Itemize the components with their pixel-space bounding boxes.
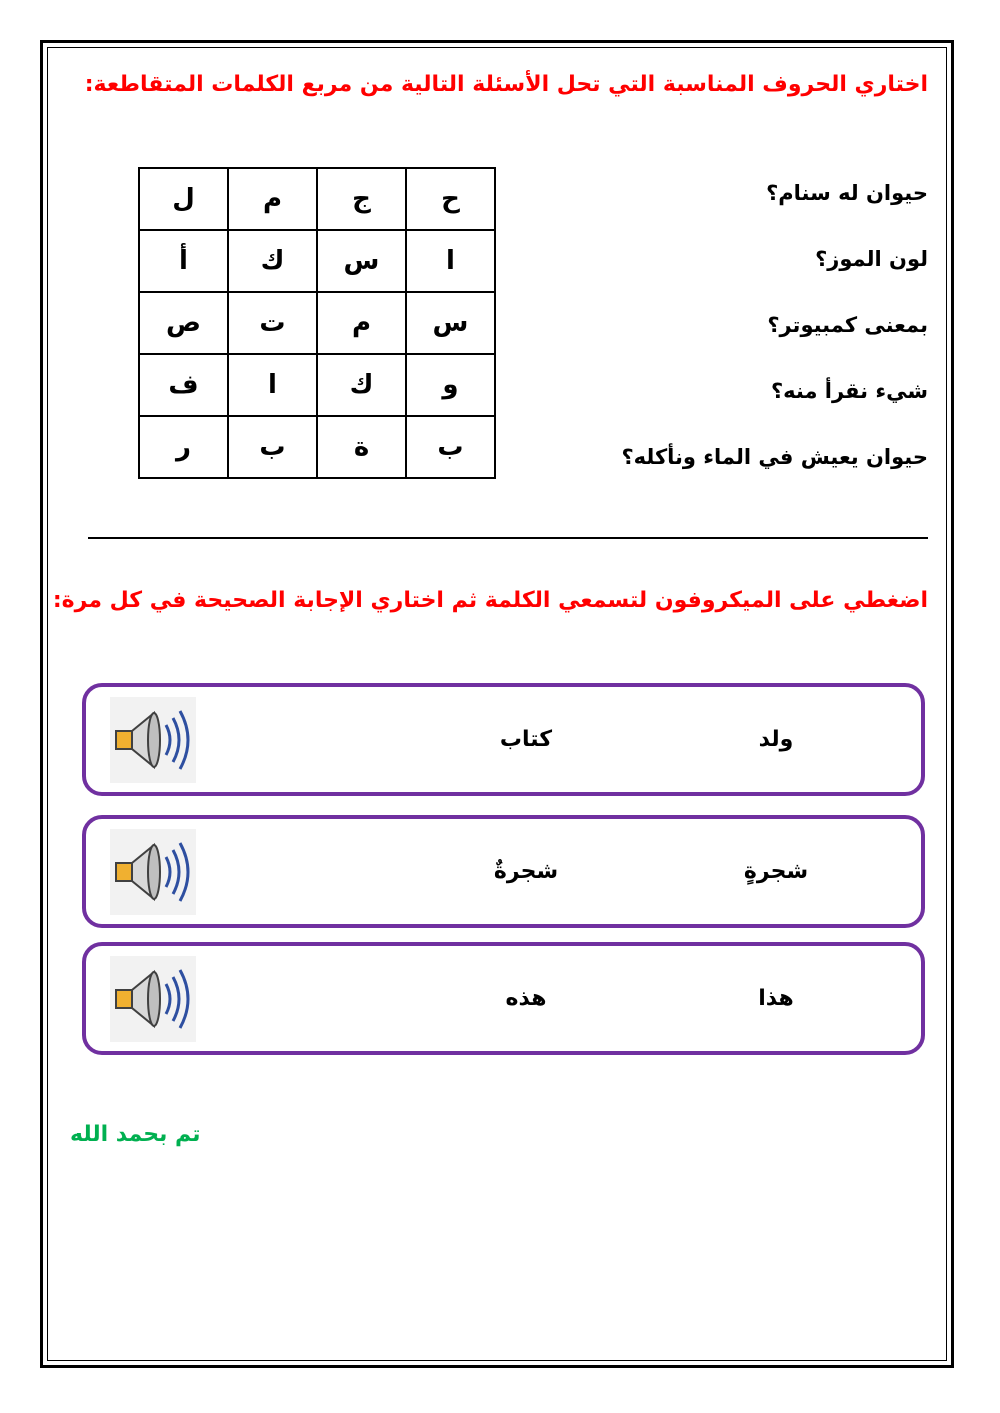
speaker-icon[interactable] xyxy=(110,829,196,915)
grid-row xyxy=(139,230,495,292)
section-divider xyxy=(88,537,928,539)
grid-cell[interactable]: ب xyxy=(228,416,317,478)
grid-cell[interactable]: ر xyxy=(139,416,228,478)
grid-cell[interactable]: و xyxy=(406,354,495,416)
option-right[interactable]: شجرةٍ xyxy=(743,859,809,884)
grid-cell[interactable]: ح xyxy=(406,168,495,230)
grid-cell[interactable]: م xyxy=(317,292,406,354)
option-left[interactable]: هذه xyxy=(505,986,547,1011)
question-item: شيء نقرأ منه؟ xyxy=(770,379,928,403)
question-item: حيوان يعيش في الماء ونأكله؟ xyxy=(621,445,928,469)
grid-cell[interactable]: ك xyxy=(317,354,406,416)
answer-row-2 xyxy=(82,815,925,928)
grid-cell[interactable]: ل xyxy=(139,168,228,230)
answer-row-1 xyxy=(82,683,925,796)
option-left[interactable]: شجرةٌ xyxy=(493,859,559,884)
grid-cell[interactable]: أ xyxy=(139,230,228,292)
closing-text: تم بحمد الله xyxy=(70,1122,201,1147)
question-item: حيوان له سنام؟ xyxy=(766,181,928,205)
option-right[interactable]: ولد xyxy=(758,727,794,752)
grid-cell[interactable]: س xyxy=(317,230,406,292)
question-item: بمعنى كمبيوتر؟ xyxy=(767,313,928,337)
grid-row xyxy=(139,416,495,478)
grid-cell[interactable]: ص xyxy=(139,292,228,354)
question-item: لون الموز؟ xyxy=(815,247,928,271)
grid-cell[interactable]: س xyxy=(406,292,495,354)
grid-cell[interactable]: م xyxy=(228,168,317,230)
section1-instruction: اختاري الحروف المناسبة التي تحل الأسئلة التالية من مربع الكلمات المتقاطعة: xyxy=(84,72,928,97)
option-left[interactable]: كتاب xyxy=(499,727,553,752)
option-right[interactable]: هذا xyxy=(758,986,794,1011)
section2-instruction: اضغطي على الميكروفون لتسمعي الكلمة ثم اختاري الإجابة الصحيحة في كل مرة: xyxy=(52,588,928,613)
grid-row xyxy=(139,292,495,354)
speaker-icon[interactable] xyxy=(110,697,196,783)
grid-cell[interactable]: ج xyxy=(317,168,406,230)
grid-cell[interactable]: ف xyxy=(139,354,228,416)
grid-cell[interactable]: ا xyxy=(406,230,495,292)
grid-cell[interactable]: ك xyxy=(228,230,317,292)
grid-row xyxy=(139,354,495,416)
grid-row xyxy=(139,168,495,230)
question-list xyxy=(588,172,928,502)
speaker-icon[interactable] xyxy=(110,956,196,1042)
grid-cell[interactable]: ة xyxy=(317,416,406,478)
crossword-grid xyxy=(138,167,496,479)
grid-cell[interactable]: ب xyxy=(406,416,495,478)
grid-cell[interactable]: ت xyxy=(228,292,317,354)
answer-row-3 xyxy=(82,942,925,1055)
grid-cell[interactable]: ا xyxy=(228,354,317,416)
